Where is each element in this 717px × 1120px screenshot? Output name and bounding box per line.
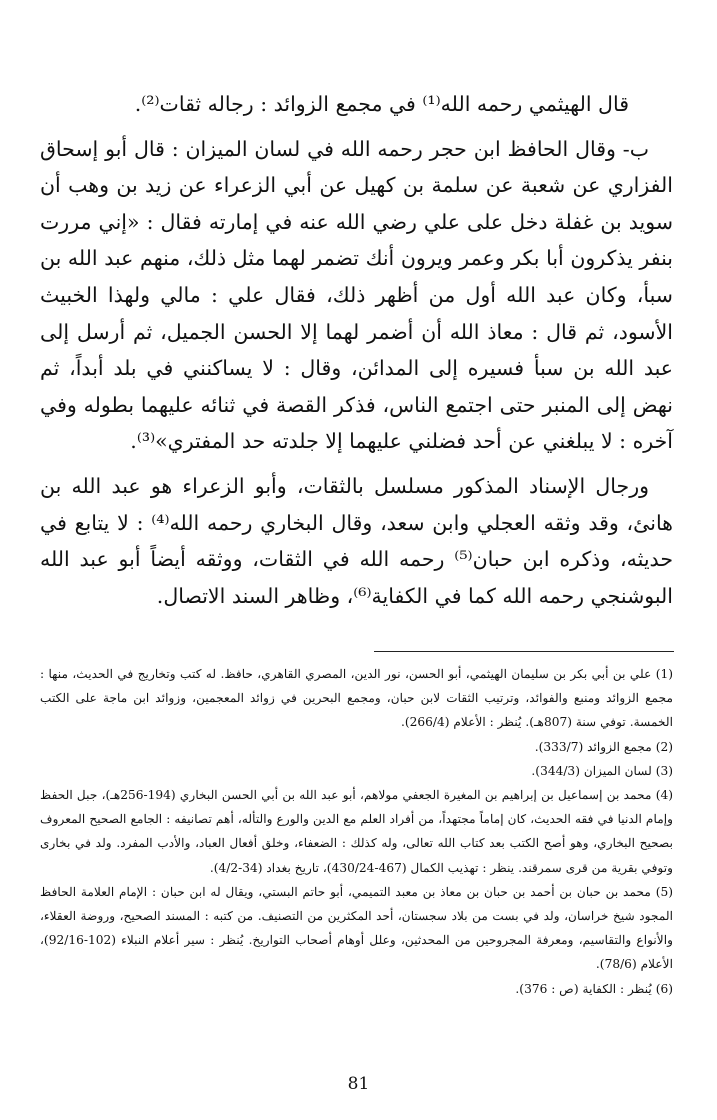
footnote-number: (1) xyxy=(655,667,673,681)
main-text xyxy=(40,86,673,614)
footnote xyxy=(40,880,673,977)
footnote-number: (6) xyxy=(655,981,673,996)
footnote-number: (5) xyxy=(655,884,673,899)
footnotes xyxy=(40,662,673,1001)
footnote-text: مجمع الزوائد (333/7). xyxy=(534,739,652,754)
footnote xyxy=(40,783,673,880)
footnote xyxy=(40,759,673,783)
footnote-number: (4) xyxy=(655,788,673,803)
footnote xyxy=(40,977,673,1001)
page-number: 81 xyxy=(347,1074,370,1094)
footnote-text: محمد بن إسماعيل بن إبراهيم بن المغيرة الجعفي مولاهم، أبو عبد الله بن أبي الحسن البخاري (194-256هـ)، جبل الحفظ وإمام الدنيا في فقه الحديث، كان إماماً مجتهداً، من أفراد العلم مع الدين والورع والتأله، أهم تصانيفه : الجامع الصحيح المعروف بصحيح البخاري، وهو أصح الكتب بعد كتاب الله تعالى، وله كذلك : الضعفاء، وخلق أفعال العباد، والأدب المفرد. ولد في بخارى وتوفي بقرية من قرى سمرقند. ينظر : تهذيب الكمال (467-430/24)، تاريخ بغداد (34-4/2). xyxy=(40,788,673,875)
footnote-number: (3) xyxy=(655,763,673,778)
footnote-separator xyxy=(374,651,674,652)
footnote-text: يُنظر : الكفاية (ص : 376). xyxy=(515,981,652,996)
footnote xyxy=(40,735,673,759)
paragraph: ورجال الإسناد المذكور مسلسل بالثقات، وأبو الزعراء هو عبد الله بن هانئ، وقد وثقه العجلي وابن سعد، وقال البخاري رحمه الله⁽⁴⁾ : لا يتابع في حديثه، وذكره ابن حبان⁽⁵⁾ رحمه الله في الثقات، ووثقه أيضاً أبو عبد الله البوشنجي رحمه الله كما في الكفاية⁽⁶⁾، وظاهر السند الاتصال. xyxy=(40,473,673,608)
paragraph: ب- وقال الحافظ ابن حجر رحمه الله في لسان الميزان : قال أبو إسحاق الفزاري عن شعبة عن سلمة بن كهيل عن أبي الزعراء عن زيد بن وهب أن سويد بن غفلة دخل على علي رضي الله عنه في إمارته فقال : «إني مررت بنفر يذكرون أبا بكر وعمر ويرون أنك تضمر لهما مثل ذلك، منهم عبد الله بن سبأ، وكان عبد الله أول من أظهر ذلك، فقال علي : مالي ولهذا الخبيث الأسود، ثم قال : معاذ الله أن أضمر لهما إلا الحسن الجميل، ثم أرسل إلى عبد الله بن سبأ فسيره إلى المدائن، وقال : لا يساكنني في بلد أبداً، ثم نهض إلى المنبر حتى اجتمع الناس، فذكر القصة في ثنائه عليهما بطوله وفي آخره : لا يبلغني عن أحد فضلني عليهما إلا جلدته حد المفتري»⁽³⁾. xyxy=(40,136,673,454)
footnote xyxy=(40,662,673,735)
footnote-number: (2) xyxy=(655,739,673,754)
footnote-text: محمد بن حبان بن أحمد بن حبان بن معاذ بن معبد التميمي، أبو حاتم البستي، ويقال له ابن حبان : الإمام العلامة الحافظ المجود شيخ خراسان، ولد في بست من بلاد سجستان، أحد المكثرين من التصنيف. من كتبه : المسند الصحيح، وروضة العقلاء، والأنواع والتقاسيم، ومعرفة المجروحين من المحدثين، وعلل أوهام أصحاب التواريخ. يُنظر : سير أعلام النبلاء (102-92/16)، الأعلام (78/6). xyxy=(40,884,673,972)
footnote-text: لسان الميزان (344/3). xyxy=(531,763,652,778)
footnote-text: علي بن أبي بكر بن سليمان الهيثمي، أبو الحسن، نور الدين، المصري القاهري، حافظ. له كتب وتخاريج في الحديث، منها : مجمع الزوائد ومنبع والفوائد، وترتيب الثقات لابن حبان، ومجمع البحرين في زوائد المعجمين، وزوائد ابن ماجة على الكتب الخمسة. توفي سنة (807هـ). يُنظر : الأعلام (266/4). xyxy=(40,667,673,730)
paragraph: قال الهيثمي رحمه الله⁽¹⁾ في مجمع الزوائد : رجاله ثقات⁽²⁾. xyxy=(134,92,629,116)
